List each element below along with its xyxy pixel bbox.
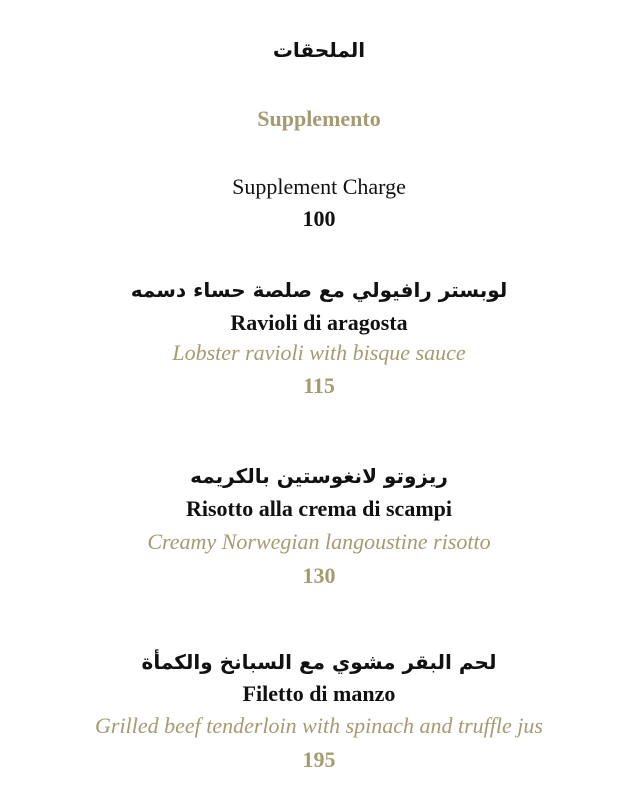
supplement-charge-label: Supplement Charge [232,174,406,199]
item-price: 195 [302,747,336,772]
item-description: Creamy Norwegian langoustine risotto [147,529,491,554]
item-description: Lobster ravioli with bisque sauce [172,340,466,365]
item-description: Grilled beef tenderloin with spinach and truffle jus [95,713,543,738]
item-name-italian: Filetto di manzo [242,681,396,706]
item-price: 130 [302,563,336,588]
item-price: 115 [303,373,335,398]
item-name-italian: Ravioli di aragosta [230,310,408,335]
item-name-arabic: لحم البقر مشوي مع السبانخ والكمأة [141,650,497,674]
item-name-italian: Risotto alla crema di scampi [185,496,452,521]
item-name-arabic: لوبستر رافيولي مع صلصة حساء دسمه [130,278,508,302]
item-name-arabic: ريزوتو لانغوستين بالكريمه [190,464,448,488]
section-title-italian: Supplemento [257,106,381,131]
section-title-arabic: الملحقات [272,38,366,62]
supplement-charge-price: 100 [302,206,336,231]
